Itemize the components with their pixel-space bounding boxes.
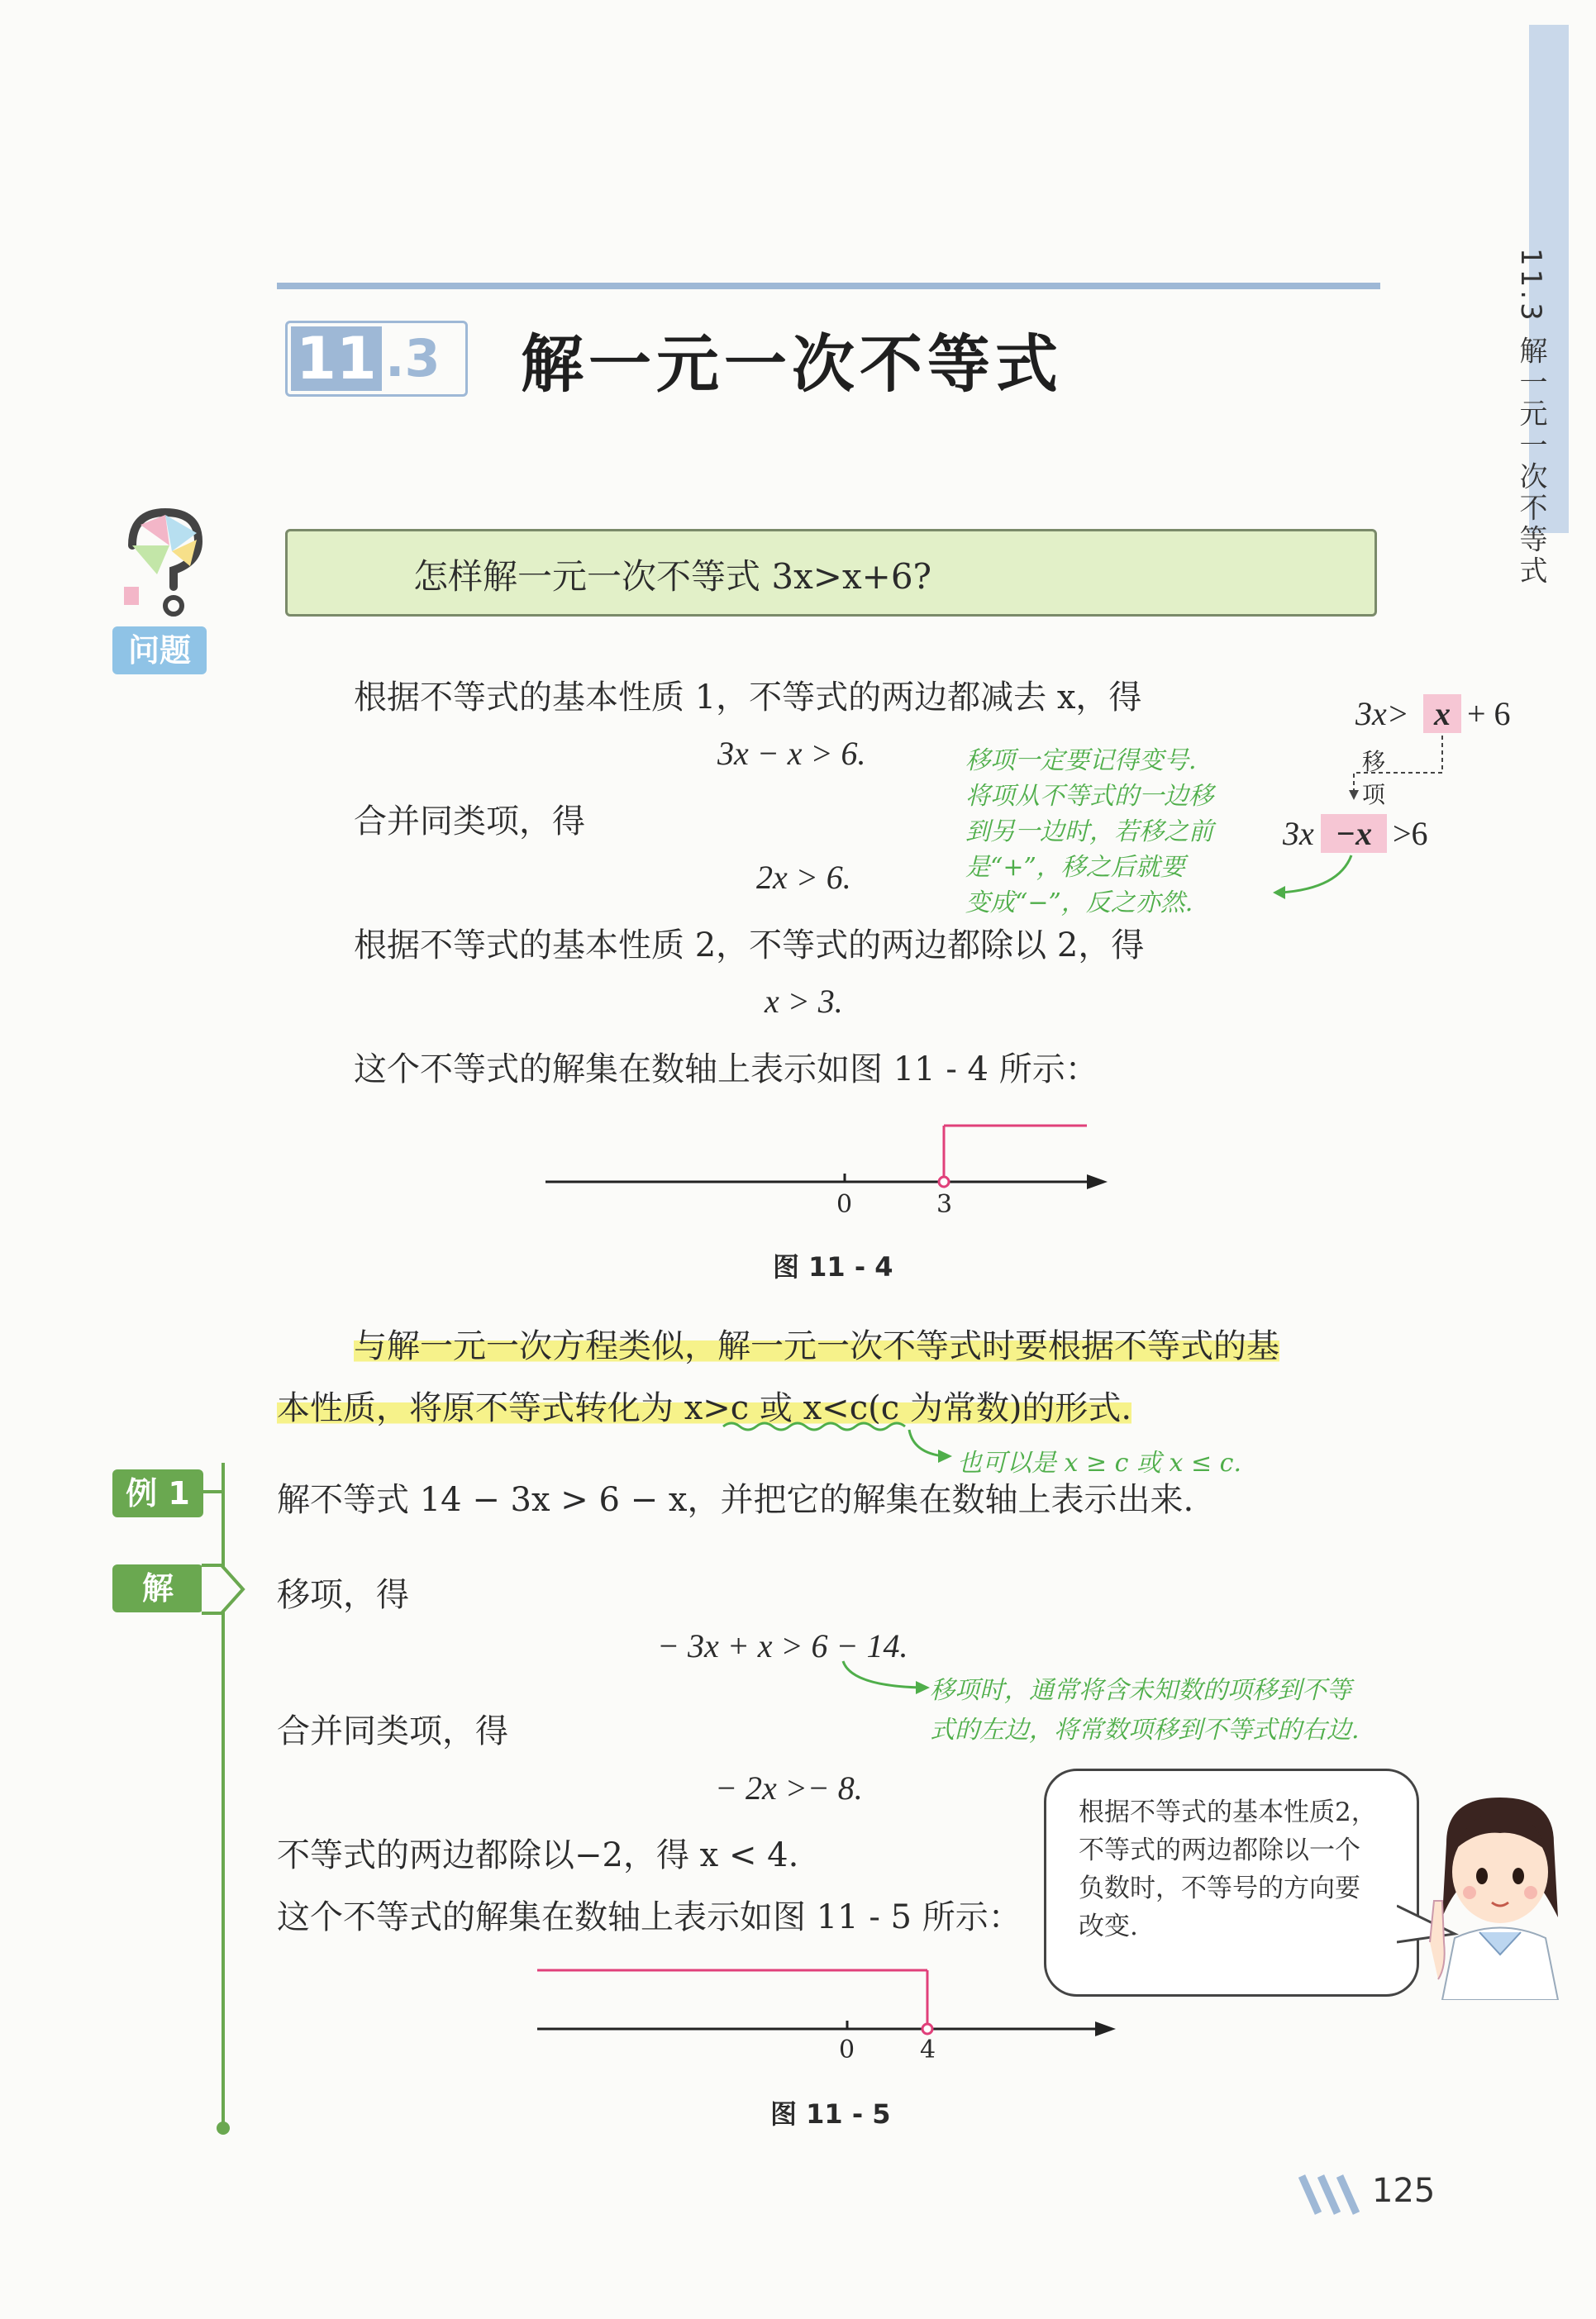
diagram-bottom-mid: −x bbox=[1321, 814, 1387, 853]
body-line-4: 这个不等式的解集在数轴上表示如图 11 - 4 所示： bbox=[354, 1050, 1098, 1088]
example-text: 解不等式 14 − 3x > 6 − x，并把它的解集在数轴上表示出来. bbox=[277, 1481, 1194, 1519]
example-tag-connector bbox=[203, 1483, 228, 1500]
diagram-top-right: + 6 bbox=[1467, 695, 1511, 732]
diagram-label: 移项 bbox=[1362, 748, 1386, 808]
number-line-fig-11-4 bbox=[537, 1116, 1116, 1223]
diagram-top-x: x bbox=[1423, 694, 1461, 733]
summary-line-1-text: 与解一元一次方程类似，解一元一次不等式时要根据不等式的基 bbox=[354, 1327, 1279, 1365]
solution-line-1: 移项，得 bbox=[277, 1576, 409, 1614]
note-2: 也可以是 x ≥ c 或 x ≤ c. bbox=[957, 1449, 1242, 1478]
question-text: 怎样解一元一次不等式 3x>x+6? bbox=[413, 556, 932, 597]
page-number-stripes-icon bbox=[1298, 2172, 1368, 2218]
fig-11-5-caption: 图 11 - 5 bbox=[770, 2098, 891, 2130]
note-1-line-4: 是“+”，移之后就要 bbox=[965, 853, 1185, 882]
solution-line-4: 这个不等式的解集在数轴上表示如图 11 - 5 所示： bbox=[277, 1898, 1022, 1936]
solution-tag: 解 bbox=[112, 1564, 203, 1612]
equation-1: 3x − x > 6. bbox=[717, 735, 866, 772]
note-arrow-1 bbox=[1260, 851, 1368, 901]
note-1-line-1: 移项一定要记得变号. bbox=[965, 746, 1197, 775]
equation-2: 2x > 6. bbox=[756, 859, 851, 896]
note-1-line-5: 变成“−”，反之亦然. bbox=[965, 888, 1193, 917]
fig-11-5-tick-4: 4 bbox=[920, 2036, 936, 2064]
heading-rule bbox=[277, 283, 1380, 289]
question-mark-icon bbox=[107, 500, 215, 624]
axis-arrow-icon bbox=[1095, 2021, 1116, 2036]
section-subnumber: .3 bbox=[385, 328, 441, 388]
fig-11-4-tick-0: 0 bbox=[836, 1190, 853, 1219]
example-tag: 例 1 bbox=[112, 1469, 203, 1517]
diagram-arrow bbox=[1347, 727, 1455, 802]
section-badge bbox=[285, 321, 468, 397]
note-3-line-1: 移项时，通常将含未知数的项移到不等 bbox=[930, 1676, 1351, 1705]
solution-line-3: 不等式的两边都除以−2，得 x < 4. bbox=[277, 1836, 799, 1874]
equation-3: x > 3. bbox=[765, 983, 843, 1020]
page-number: 125 bbox=[1372, 2172, 1436, 2210]
diagram-top-left: 3x> bbox=[1355, 695, 1409, 732]
diagram-bottom-left: 3x bbox=[1283, 815, 1314, 852]
summary-line-1 bbox=[354, 1320, 1279, 1367]
speech-bubble-text: 根据不等式的基本性质2， 不等式的两边都除以一个 负数时，不等号的方向要 改变. bbox=[1079, 1798, 1377, 1941]
axis-arrow-icon bbox=[1087, 1174, 1108, 1189]
note-1-line-2: 将项从不等式的一边移 bbox=[965, 782, 1213, 811]
body-line-1: 根据不等式的基本性质 1，不等式的两边都减去 x，得 bbox=[354, 679, 1142, 717]
question-tag: 问题 bbox=[112, 626, 207, 674]
girl-character-illustration bbox=[1422, 1793, 1570, 2000]
solution-equation-2: − 2x >− 8. bbox=[715, 1769, 863, 1807]
fig-11-5-tick-0: 0 bbox=[839, 2036, 855, 2064]
open-circle-3 bbox=[939, 1177, 949, 1187]
note-arrow-3 bbox=[835, 1653, 942, 1711]
solution-equation-1: − 3x + x > 6 − 14. bbox=[657, 1627, 908, 1664]
note-1-line-3: 到另一边时，若移之前 bbox=[965, 817, 1213, 846]
diagram-bottom-right: >6 bbox=[1393, 815, 1428, 852]
section-title: 解一元一次不等式 bbox=[521, 327, 1063, 401]
summary-line-2-text: 本性质，将原不等式转化为 x>c 或 x<c(c 为常数)的形式. bbox=[277, 1389, 1132, 1427]
solution-tag-arrow bbox=[198, 1562, 248, 1617]
open-circle-4 bbox=[922, 2024, 932, 2034]
side-tab-text: 11.3 解一元一次不等式 bbox=[1514, 248, 1547, 588]
solution-line-2: 合并同类项，得 bbox=[277, 1712, 508, 1750]
fig-11-4-tick-3: 3 bbox=[936, 1190, 953, 1219]
body-line-2: 合并同类项，得 bbox=[354, 802, 585, 840]
note-3-line-2: 式的左边，将常数项移到不等式的右边. bbox=[930, 1716, 1360, 1745]
summary-line-2 bbox=[277, 1382, 1131, 1429]
section-number: 11 bbox=[291, 326, 382, 391]
body-line-3: 根据不等式的基本性质 2，不等式的两边都除以 2，得 bbox=[354, 926, 1145, 964]
fig-11-4-caption: 图 11 - 4 bbox=[773, 1251, 893, 1283]
number-line-fig-11-5 bbox=[529, 1959, 1124, 2058]
example-end-dot bbox=[208, 2113, 238, 2143]
